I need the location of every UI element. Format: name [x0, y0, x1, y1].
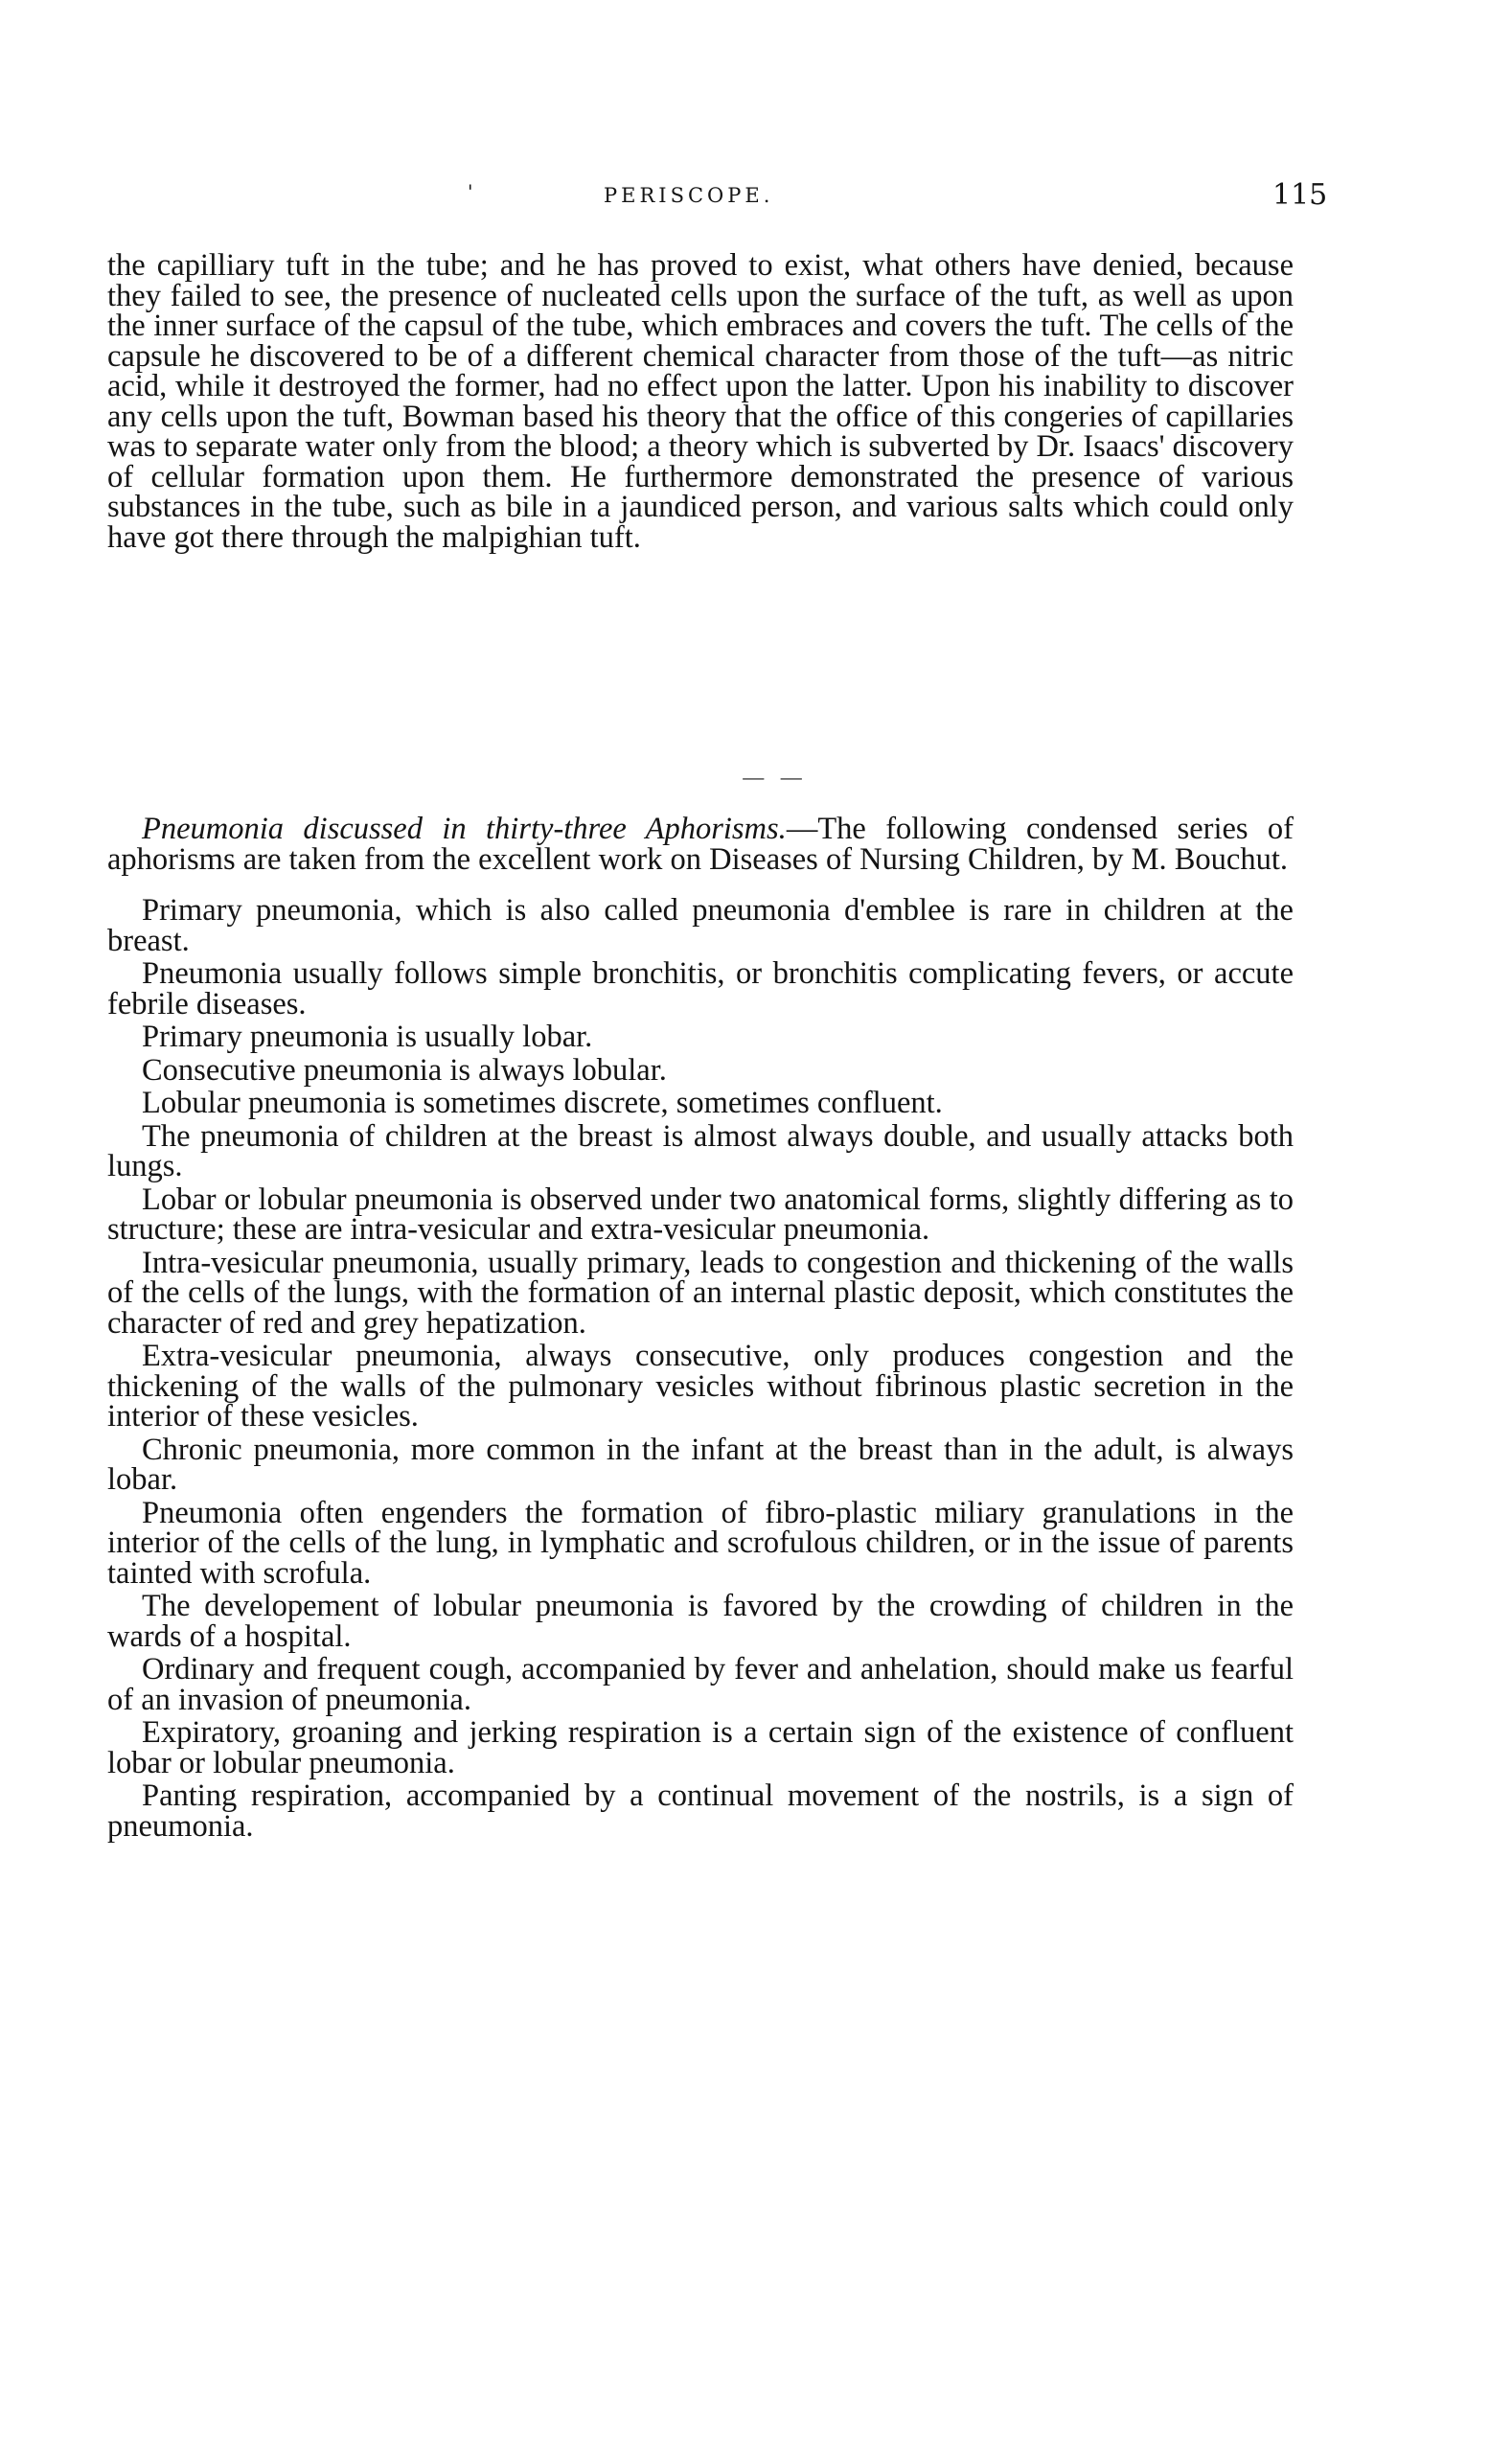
section-intro-text: —The following condensed series of aphorisms are taken from the excellent work on Diseases of Nursing Children, by M. Bouchut.	[107, 812, 1294, 877]
section-heading: Pneumonia discussed in thirty-three Aphorisms.	[142, 812, 787, 846]
running-title: PERISCOPE.	[604, 184, 774, 207]
aphorism: Expiratory, groaning and jerking respiration is a certain sign of the existence of confluent lobar or lobular pneumonia.	[107, 1715, 1294, 1780]
aphorism: Pneumonia often engenders the formation of fibro-plastic miliary granulations in the interior of the cells of the lung, in lymphatic and scrofulous children, or in the issue of parents tainted with scrofula.	[107, 1495, 1294, 1591]
aphorism: Intra-vesicular pneumonia, usually primary, leads to congestion and thickening of the walls of the cells of the lungs, with the formation of an internal plastic deposit, which constitutes the character of red and grey hepatization.	[107, 1245, 1294, 1341]
aphorism: Lobular pneumonia is sometimes discrete, sometimes confluent.	[142, 1086, 943, 1120]
aphorism: Consecutive pneumonia is always lobular.	[142, 1052, 667, 1088]
aphorism: Ordinary and frequent cough, accompanied by fever and anhelation, should make us fearful of an invasion of pneumonia.	[107, 1652, 1294, 1717]
page-number: 115	[1272, 178, 1328, 212]
aphorism: The pneumonia of children at the breast is almost always double, and usually attacks both lungs.	[107, 1118, 1294, 1183]
section-intro	[107, 812, 1294, 877]
continued-paragraph-text: the capilliary tuft in the tube; and he has proved to exist, what others have denied, because they failed to see, the presence of nucleated cells upon the surface of the tuft, as well as upon the inner surface of the capsul of the tube, which embraces and covers the tuft. The cells of the capsule he discovered to be of a different chemical character from those of the tuft—as nitric acid, while it destroyed the former, had no effect upon the latter. Upon his inability to discover any cells upon the tuft, Bowman based his theory that the office of this congeries of capillaries was to separate water only from the blood; a theory which is subverted by Dr. Isaacs' discovery of cellular formation upon them. He furthermore demonstrated the presence of various substances in the tube, such as bile in a jaundiced person, and various salts which could only have got there through the malpighian tuft.	[107, 248, 1294, 555]
section-separator: — —	[743, 765, 808, 789]
aphorism: The developement of lobular pneumonia is favored by the crowding of children in the wards of a hospital.	[107, 1589, 1294, 1654]
pneumonia-section	[107, 812, 1294, 1845]
running-head	[0, 178, 1512, 222]
aphorism: Pneumonia usually follows simple bronchitis, or bronchitis complicating fevers, or accute febrile diseases.	[107, 956, 1294, 1021]
header-mark: '	[468, 180, 473, 203]
aphorism: Lobar or lobular pneumonia is observed under two anatomical forms, slightly differing as to structure; these are intra-vesicular and extra-vesicular pneumonia.	[107, 1182, 1294, 1247]
aphorism: Extra-vesicular pneumonia, always consecutive, only produces congestion and the thickening of the walls of the pulmonary vesicles without fibrinous plastic secretion in the interior of these vesicles.	[107, 1339, 1294, 1434]
aphorism: Panting respiration, accompanied by a continual movement of the nostrils, is a sign of pneumonia.	[107, 1778, 1294, 1844]
aphorism: Primary pneumonia, which is also called pneumonia d'emblee is rare in children at the breast.	[107, 893, 1294, 958]
continued-paragraph	[107, 248, 1294, 555]
aphorism: Primary pneumonia is usually lobar.	[142, 1020, 593, 1054]
aphorism-list	[107, 893, 1294, 1844]
aphorism: Chronic pneumonia, more common in the infant at the breast than in the adult, is always lobar.	[107, 1432, 1294, 1497]
